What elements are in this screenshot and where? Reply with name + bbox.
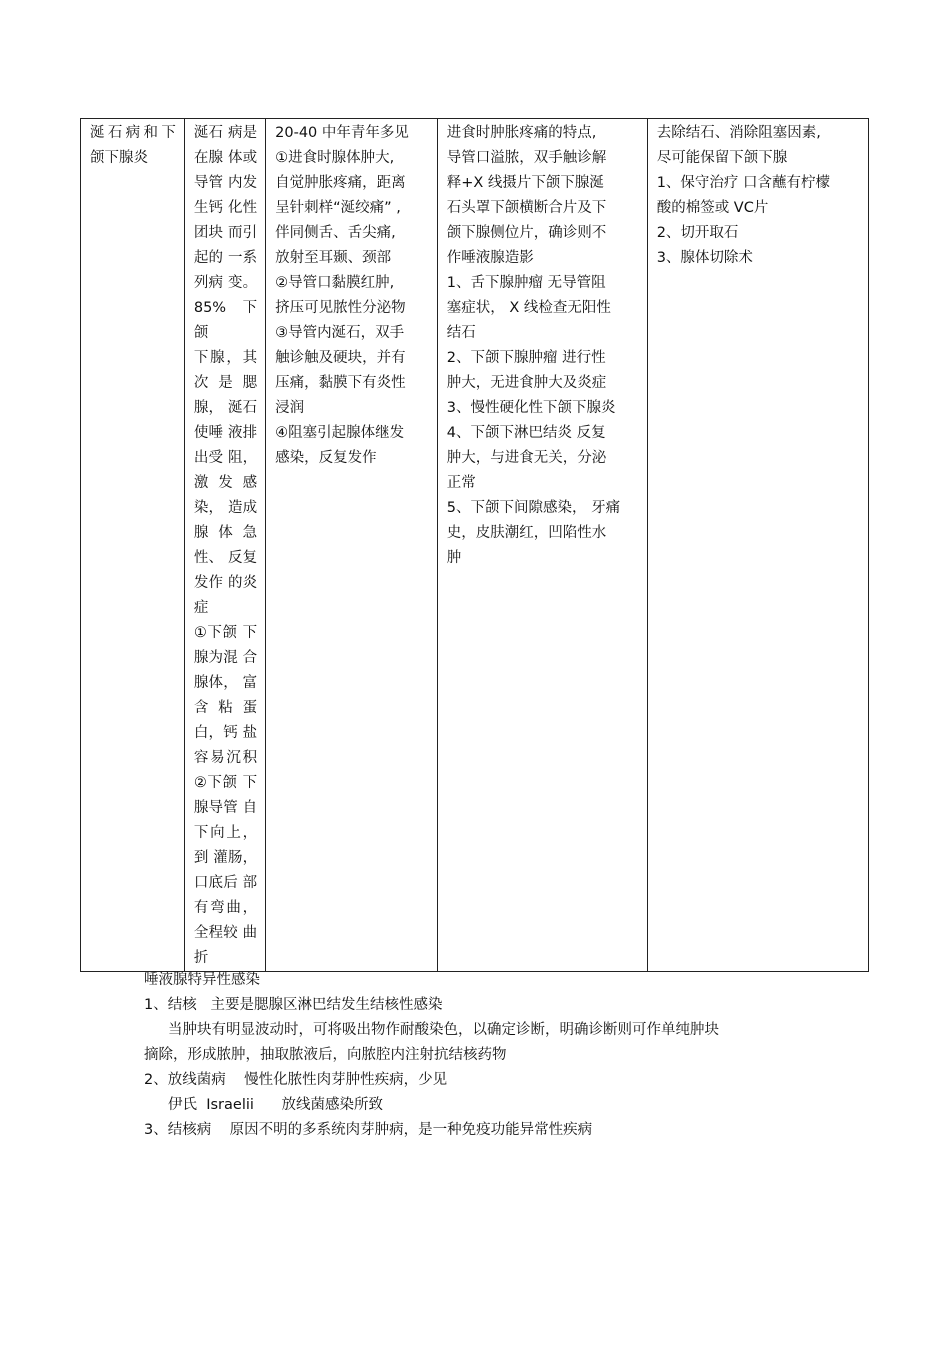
cell-line: 尽可能保留下颌下腺 [656, 150, 788, 166]
cell-line: 作唾液腺造影 [446, 250, 534, 266]
cell-line: 1、舌下腺肿瘤 无导管阻 [446, 275, 606, 291]
cell-line: 下腺，其 [193, 350, 258, 366]
cell-line: 腺为混 合 [193, 650, 258, 666]
cell-line: 浸润 [275, 400, 305, 416]
cell-line: 在腺 体或 [193, 150, 258, 166]
text-line: 摘除，形成脓肿，抽取脓液后，向脓腔内注射抗结核药物 [144, 1047, 507, 1063]
cell-line: 挤压可见脓性分泌物 [275, 300, 406, 316]
cell-line: 容易沉积 [193, 750, 258, 766]
cell-line: 进食时肿胀疼痛的特点, [446, 125, 597, 141]
text-line: 当肿块有明显波动时，可将吸出物作耐酸染色，以确定诊断，明确诊断则可作单纯肿块 [168, 1022, 719, 1038]
cell-line: 口底后 部 [193, 875, 258, 891]
text-line: 伊氏 Israelii 放线菌感染所致 [168, 1097, 384, 1113]
cell-line: 腺， 涎石 [193, 400, 258, 416]
cell-line: 染， 造成 [193, 500, 258, 516]
cell-line: 塞症状， X 线检查无阳性 [446, 300, 611, 316]
cell-line: 4、下颌下淋巴结炎 反复 [446, 425, 606, 441]
cell-line: ②下颌 下 [193, 775, 258, 791]
cell-line: 正常 [446, 475, 476, 491]
cell-line: 腺导管 自 [193, 800, 258, 816]
cell-line: 2、切开取石 [656, 225, 739, 241]
cell-line: 感染，反复发作 [275, 450, 377, 466]
disease-name-cell [81, 119, 185, 972]
treatment-cell [647, 119, 868, 972]
cell-line: ④阻塞引起腺体继发 [275, 425, 405, 441]
cell-line: 去除结石、消除阻塞因素, [656, 125, 821, 141]
cell-line: 起的 一系 [193, 250, 258, 266]
cell-line: 白，钙 盐 [193, 725, 258, 741]
cell-line: 症 [193, 600, 209, 616]
cell-line: 放射至耳颞、颈部 [275, 250, 392, 266]
text-line: 1、结核 主要是腮腺区淋巴结发生结核性感染 [144, 997, 443, 1013]
cell-line: 自觉肿胀疼痛，距离 [275, 175, 406, 191]
cell-line: 颌下腺侧位片，确诊则不 [446, 225, 607, 241]
cell-line: 5、下颌下间隙感染， 牙痛 [446, 500, 621, 516]
cell-line: ①进食时腺体肿大, [275, 150, 395, 166]
cell-line: 涎石 病是 [193, 125, 258, 141]
cell-line: 酸的棉签或 VC片 [656, 200, 769, 216]
cell-line: 2、下颌下腺肿瘤 进行性 [446, 350, 606, 366]
etiology-cell [184, 119, 265, 972]
specific-infection-section [144, 968, 824, 1143]
cell-line: 伴同侧舌、舌尖痛, [275, 225, 396, 241]
cell-line: 颌下腺炎 [90, 150, 148, 166]
diagnosis-cell [437, 119, 647, 972]
cell-line: 85%下 颌 [193, 300, 258, 341]
cell-line: 到 灌肠， [193, 850, 258, 866]
cell-line: ①下颌 下 [193, 625, 258, 641]
cell-line: 涎石病和下 [90, 125, 176, 141]
cell-line: 3、慢性硬化性下颌下腺炎 [446, 400, 616, 416]
cell-line: 下向上， [193, 825, 258, 841]
text-line: 2、放线菌病 慢性化脓性肉芽肿性疾病，少见 [144, 1072, 448, 1088]
cell-line: 使唾 液排 [193, 425, 258, 441]
disease-table [80, 118, 869, 972]
cell-line: 结石 [446, 325, 476, 341]
cell-line: ③导管内涎石，双手 [275, 325, 405, 341]
cell-line: 触诊触及硬块，并有 [275, 350, 406, 366]
cell-line: 肿 [446, 550, 462, 566]
table-row [81, 119, 869, 972]
cell-line: 释+X 线摄片下颌下腺涎 [446, 175, 604, 191]
cell-line: 激 发 感 [193, 475, 258, 491]
cell-line: 肿大，无进食肿大及炎症 [446, 375, 607, 391]
cell-line: 折 [193, 950, 209, 966]
cell-line: 石头罩下颌横断合片及下 [446, 200, 607, 216]
cell-line: 团块 而引 [193, 225, 258, 241]
cell-line: 3、腺体切除术 [656, 250, 753, 266]
section-heading: 唾液腺特异性感染 [144, 972, 260, 988]
text-line: 3、结核病 原因不明的多系统肉芽肿病，是一种免疫功能异常性疾病 [144, 1122, 593, 1138]
cell-line: 列病 变。 [193, 275, 258, 291]
cell-line: 史，皮肤潮红，凹陷性水 [446, 525, 607, 541]
cell-line: 生钙 化性 [193, 200, 258, 216]
cell-line: 次 是 腮 [193, 375, 258, 391]
cell-line: 1、保守治疗 口含蘸有柠檬 [656, 175, 831, 191]
cell-line: 有弯曲， [193, 900, 258, 916]
cell-line: 全程较 曲 [193, 925, 258, 941]
cell-line: 导管口溢脓，双手触诊解 [446, 150, 607, 166]
cell-line: 导管 内发 [193, 175, 258, 191]
cell-line: 发作 的炎 [193, 575, 258, 591]
cell-line: 肿大，与进食无关，分泌 [446, 450, 607, 466]
cell-line: 出受 阻， [193, 450, 258, 466]
cell-line: 压痛，黏膜下有炎性 [275, 375, 406, 391]
cell-line: 腺 体 急 [193, 525, 258, 541]
cell-line: ②导管口黏膜红肿, [275, 275, 395, 291]
cell-line: 腺体， 富 [193, 675, 258, 691]
cell-line: 呈针刺样“涎绞痛” , [275, 200, 401, 216]
clinical-features-cell [266, 119, 438, 972]
cell-line: 20-40 中年青年多见 [275, 125, 409, 141]
cell-line: 性、 反复 [193, 550, 258, 566]
cell-line: 含 粘 蛋 [193, 700, 258, 716]
